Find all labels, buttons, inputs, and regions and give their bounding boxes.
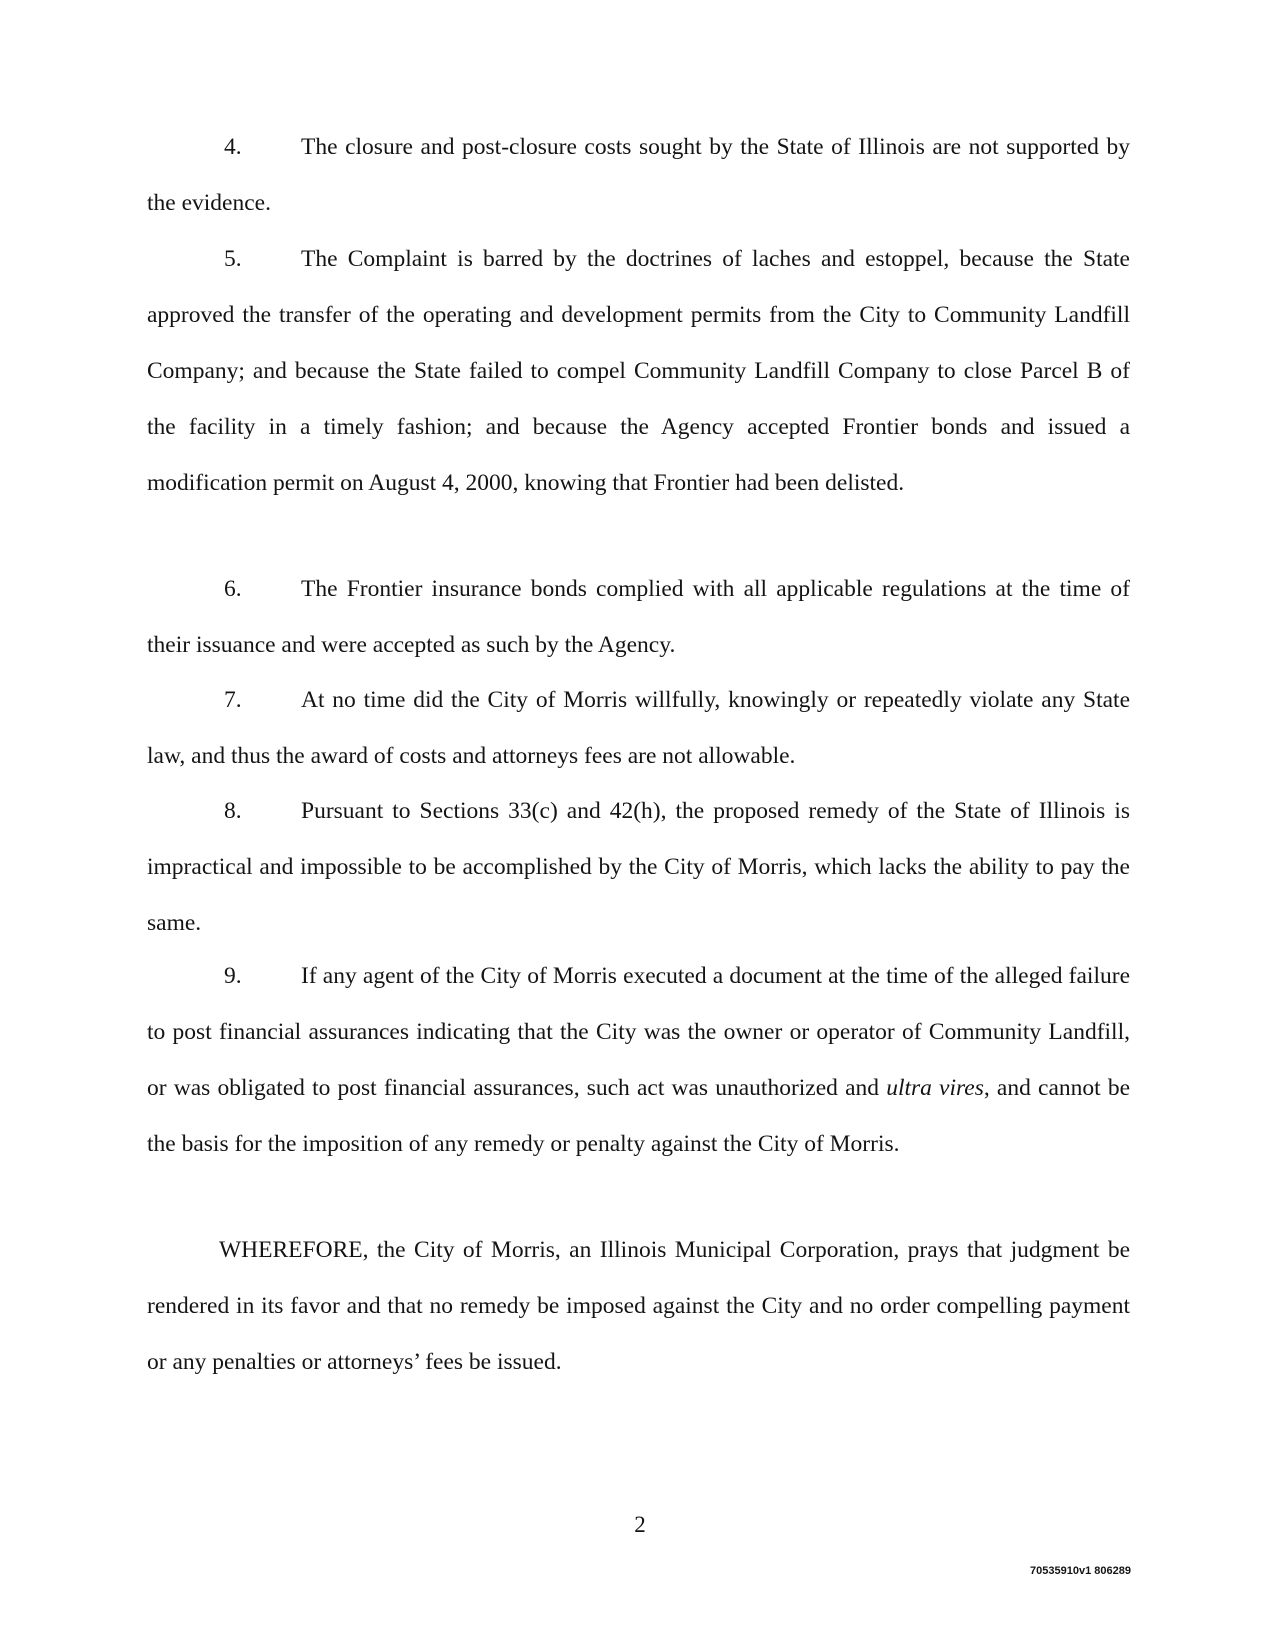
paragraph-text: The Complaint is barred by the doctrines of laches and estoppel, because the State approved the transfer of the operating and development permits from the City to Community Landfill Company; and because the State failed to compel Community Landfill Company to close Parcel B of the facility in a timely fashion; and because the Agency accepted Frontier bonds and issued a modification permit on August 4, 2000, knowing that Frontier had been delisted.: [147, 246, 1130, 496]
paragraph-number: 9.: [224, 963, 242, 989]
document-id: 70535910v1 806289: [1030, 1565, 1131, 1577]
wherefore-text: WHEREFORE, the City of Morris, an Illinois Municipal Corporation, prays that judgment be rendered in its favor and that no remedy be imposed against the City and no order compelling payment or any penalties or attorneys’ fees be issued.: [147, 1237, 1130, 1375]
paragraph-text: The closure and post-closure costs sought by the State of Illinois are not supported by the evidence.: [147, 134, 1130, 216]
paragraph-text-after: , and cannot be the basis for the imposition of any remedy or penalty against the City of Morris.: [147, 1075, 1130, 1157]
paragraph-number: 4.: [224, 134, 242, 160]
paragraph-8: [147, 783, 1130, 951]
wherefore-clause: [147, 1222, 1130, 1390]
paragraph-text: The Frontier insurance bonds complied with all applicable regulations at the time of their issuance and were accepted as such by the Agency.: [147, 576, 1130, 658]
paragraph-text: Pursuant to Sections 33(c) and 42(h), the proposed remedy of the State of Illinois is impractical and impossible to be accomplished by the City of Morris, which lacks the ability to pay the same.: [147, 798, 1130, 936]
paragraph-5: [147, 231, 1130, 511]
paragraph-text-before: If any agent of the City of Morris executed a document at the time of the alleged failure to post financial assurances indicating that the City was the owner or operator of Community Landfill, or was obligated to post financial assurances, such act was unauthorized and: [147, 963, 1130, 1101]
paragraph-text-italic: ultra vires: [886, 1075, 984, 1101]
paragraph-number: 8.: [224, 798, 242, 824]
paragraph-number: 6.: [224, 576, 242, 602]
paragraph-number: 7.: [224, 687, 242, 713]
paragraph-7: [147, 672, 1130, 784]
paragraph-6: [147, 561, 1130, 673]
paragraph-4: [147, 119, 1130, 231]
page-number: 2: [634, 1512, 646, 1537]
paragraph-9: [147, 948, 1130, 1172]
paragraph-number: 5.: [224, 246, 242, 272]
paragraph-text: At no time did the City of Morris willfully, knowingly or repeatedly violate any State law, and thus the award of costs and attorneys fees are not allowable.: [147, 687, 1130, 769]
